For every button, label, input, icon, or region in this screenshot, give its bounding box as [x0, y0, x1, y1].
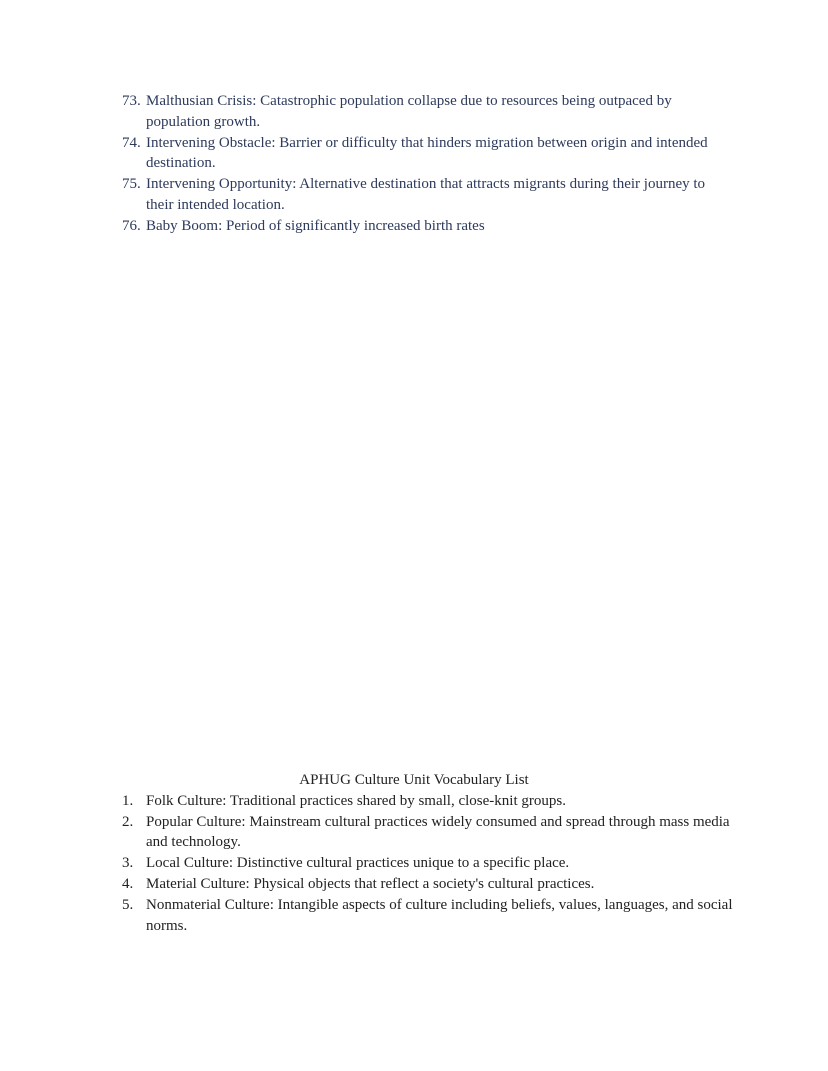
list-item: [122, 791, 782, 812]
text-line: Intervening Opportunity: Alternative destination that attracts migrants during their journey to: [146, 176, 706, 193]
list-item: [122, 895, 782, 937]
list-item: [122, 216, 782, 237]
list-item: [122, 91, 782, 133]
list-item-text: [146, 895, 782, 937]
list-item-number: 75.: [122, 176, 141, 193]
text-line: norms.: [146, 917, 188, 934]
list-item-number: 1.: [122, 792, 134, 809]
text-line: Local Culture: Distinctive cultural practices unique to a specific place.: [146, 855, 570, 872]
list-item: [122, 812, 782, 854]
text-line: Baby Boom: Period of significantly increased birth rates: [146, 217, 485, 234]
list-item-text: [146, 874, 782, 895]
list-item-number: 2.: [122, 813, 134, 830]
culture-section: [0, 770, 828, 936]
list-item-text: [146, 853, 782, 874]
text-line: Material Culture: Physical objects that reflect a society's cultural practices.: [146, 875, 595, 892]
text-line: destination.: [146, 155, 216, 172]
list-item-number: 4.: [122, 875, 134, 892]
list-item-number: 76.: [122, 217, 141, 234]
culture-section-title: APHUG Culture Unit Vocabulary List: [299, 772, 529, 788]
text-line: and technology.: [146, 834, 241, 851]
list-item: [122, 133, 782, 175]
list-item: [122, 874, 782, 895]
list-item-number: 3.: [122, 855, 134, 872]
text-line: Nonmaterial Culture: Intangible aspects of culture including beliefs, values, languages, and social: [146, 896, 733, 913]
list-item: [122, 853, 782, 874]
list-item: [122, 174, 782, 216]
list-item-number: 73.: [122, 93, 141, 109]
text-line: population growth.: [146, 113, 261, 130]
text-line: Popular Culture: Mainstream cultural practices widely consumed and spread through mass media: [146, 813, 730, 830]
text-line: Malthusian Crisis: Catastrophic population collapse due to resources being outpaced by: [146, 93, 672, 109]
list-item-text: [146, 216, 782, 237]
list-item-number: 74.: [122, 134, 141, 151]
list-item-number: 5.: [122, 896, 134, 913]
text-line: their intended location.: [146, 196, 285, 213]
population-vocab-list: [122, 91, 782, 237]
list-item-text: [146, 133, 782, 175]
list-item-text: [146, 791, 782, 812]
text-line: Intervening Obstacle: Barrier or difficulty that hinders migration between origin and intended: [146, 134, 708, 151]
list-item-text: [146, 91, 782, 133]
text-line: Folk Culture: Traditional practices shared by small, close-knit groups.: [146, 792, 566, 809]
list-item-text: [146, 174, 782, 216]
list-item-text: [146, 812, 782, 854]
culture-vocab-list: [122, 791, 782, 937]
